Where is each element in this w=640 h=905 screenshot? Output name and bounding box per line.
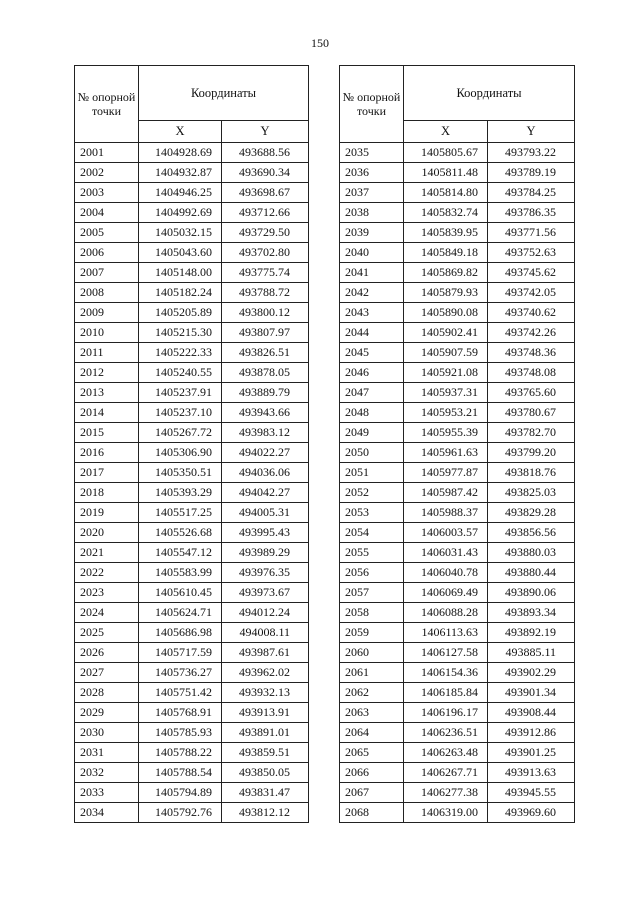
point-number-cell: 2032	[75, 763, 139, 783]
table-row	[75, 743, 309, 763]
x-coordinate-cell: 1405937.31	[404, 383, 488, 403]
table-row	[340, 543, 575, 563]
point-number-cell: 2021	[75, 543, 139, 563]
y-coordinate-cell: 493880.03	[488, 543, 575, 563]
point-number-cell: 2011	[75, 343, 139, 363]
x-coordinate-cell: 1406196.17	[404, 703, 488, 723]
x-coordinate-cell: 1406185.84	[404, 683, 488, 703]
header-point-number: № опорной точки	[75, 66, 139, 143]
y-coordinate-cell: 493973.67	[222, 583, 309, 603]
x-coordinate-cell: 1404928.69	[139, 143, 222, 163]
table-row	[340, 783, 575, 803]
point-number-cell: 2025	[75, 623, 139, 643]
x-coordinate-cell: 1406277.38	[404, 783, 488, 803]
x-coordinate-cell: 1405805.67	[404, 143, 488, 163]
x-coordinate-cell: 1406319.00	[404, 803, 488, 823]
y-coordinate-cell: 493712.66	[222, 203, 309, 223]
table-row	[75, 383, 309, 403]
table-row	[75, 723, 309, 743]
y-coordinate-cell: 494008.11	[222, 623, 309, 643]
x-coordinate-cell: 1405350.51	[139, 463, 222, 483]
point-number-cell: 2045	[340, 343, 404, 363]
point-number-cell: 2038	[340, 203, 404, 223]
table-row	[75, 163, 309, 183]
y-coordinate-cell: 493812.12	[222, 803, 309, 823]
point-number-cell: 2009	[75, 303, 139, 323]
x-coordinate-cell: 1405393.29	[139, 483, 222, 503]
table-row	[340, 243, 575, 263]
x-coordinate-cell: 1405237.10	[139, 403, 222, 423]
point-number-cell: 2046	[340, 363, 404, 383]
point-number-cell: 2055	[340, 543, 404, 563]
table-row	[340, 383, 575, 403]
point-number-cell: 2031	[75, 743, 139, 763]
y-coordinate-cell: 493891.01	[222, 723, 309, 743]
table-row	[75, 503, 309, 523]
y-coordinate-cell: 493748.36	[488, 343, 575, 363]
table-row	[75, 343, 309, 363]
y-coordinate-cell: 493702.80	[222, 243, 309, 263]
point-number-cell: 2054	[340, 523, 404, 543]
x-coordinate-cell: 1405624.71	[139, 603, 222, 623]
y-coordinate-cell: 493765.60	[488, 383, 575, 403]
y-coordinate-cell: 493889.79	[222, 383, 309, 403]
y-coordinate-cell: 493800.12	[222, 303, 309, 323]
table-row	[75, 583, 309, 603]
y-coordinate-cell: 493902.29	[488, 663, 575, 683]
table-row	[75, 483, 309, 503]
table-row	[340, 803, 575, 823]
table-row	[340, 683, 575, 703]
table-row	[340, 143, 575, 163]
x-coordinate-cell: 1405686.98	[139, 623, 222, 643]
x-coordinate-cell: 1406154.36	[404, 663, 488, 683]
y-coordinate-cell: 493782.70	[488, 423, 575, 443]
coordinates-table-left	[74, 65, 309, 823]
x-coordinate-cell: 1405907.59	[404, 343, 488, 363]
table-row	[340, 763, 575, 783]
x-coordinate-cell: 1405717.59	[139, 643, 222, 663]
header-y: Y	[488, 121, 575, 143]
x-coordinate-cell: 1404932.87	[139, 163, 222, 183]
x-coordinate-cell: 1405792.76	[139, 803, 222, 823]
y-coordinate-cell: 493908.44	[488, 703, 575, 723]
table-row	[340, 703, 575, 723]
table-row	[340, 623, 575, 643]
point-number-cell: 2036	[340, 163, 404, 183]
x-coordinate-cell: 1405839.95	[404, 223, 488, 243]
point-number-cell: 2042	[340, 283, 404, 303]
point-number-cell: 2063	[340, 703, 404, 723]
x-coordinate-cell: 1406127.58	[404, 643, 488, 663]
y-coordinate-cell: 493943.66	[222, 403, 309, 423]
y-coordinate-cell: 493789.19	[488, 163, 575, 183]
y-coordinate-cell: 493831.47	[222, 783, 309, 803]
table-row	[75, 683, 309, 703]
table-row	[75, 323, 309, 343]
y-coordinate-cell: 493826.51	[222, 343, 309, 363]
y-coordinate-cell: 493912.86	[488, 723, 575, 743]
table-row	[340, 743, 575, 763]
point-number-cell: 2033	[75, 783, 139, 803]
y-coordinate-cell: 494012.24	[222, 603, 309, 623]
y-coordinate-cell: 493962.02	[222, 663, 309, 683]
table-row	[340, 163, 575, 183]
point-number-cell: 2004	[75, 203, 139, 223]
table-row	[340, 283, 575, 303]
point-number-cell: 2061	[340, 663, 404, 683]
table-row	[75, 603, 309, 623]
x-coordinate-cell: 1406113.63	[404, 623, 488, 643]
x-coordinate-cell: 1405953.21	[404, 403, 488, 423]
point-number-cell: 2022	[75, 563, 139, 583]
point-number-cell: 2034	[75, 803, 139, 823]
y-coordinate-cell: 493892.19	[488, 623, 575, 643]
x-coordinate-cell: 1405832.74	[404, 203, 488, 223]
point-number-cell: 2060	[340, 643, 404, 663]
x-coordinate-cell: 1406003.57	[404, 523, 488, 543]
y-coordinate-cell: 493742.26	[488, 323, 575, 343]
point-number-cell: 2049	[340, 423, 404, 443]
y-coordinate-cell: 493913.63	[488, 763, 575, 783]
x-coordinate-cell: 1405788.22	[139, 743, 222, 763]
y-coordinate-cell: 493983.12	[222, 423, 309, 443]
y-coordinate-cell: 493859.51	[222, 743, 309, 763]
x-coordinate-cell: 1406263.48	[404, 743, 488, 763]
x-coordinate-cell: 1405902.41	[404, 323, 488, 343]
x-coordinate-cell: 1406031.43	[404, 543, 488, 563]
x-coordinate-cell: 1405148.00	[139, 263, 222, 283]
point-number-cell: 2066	[340, 763, 404, 783]
table-row	[75, 463, 309, 483]
x-coordinate-cell: 1405267.72	[139, 423, 222, 443]
table-row	[340, 523, 575, 543]
point-number-cell: 2062	[340, 683, 404, 703]
y-coordinate-cell: 494005.31	[222, 503, 309, 523]
x-coordinate-cell: 1405890.08	[404, 303, 488, 323]
point-number-cell: 2024	[75, 603, 139, 623]
y-coordinate-cell: 493752.63	[488, 243, 575, 263]
table-row	[75, 523, 309, 543]
point-number-cell: 2052	[340, 483, 404, 503]
x-coordinate-cell: 1406088.28	[404, 603, 488, 623]
point-number-cell: 2064	[340, 723, 404, 743]
x-coordinate-cell: 1405043.60	[139, 243, 222, 263]
x-coordinate-cell: 1406267.71	[404, 763, 488, 783]
table-row	[75, 183, 309, 203]
table-row	[75, 443, 309, 463]
y-coordinate-cell: 493688.56	[222, 143, 309, 163]
table-row	[340, 563, 575, 583]
x-coordinate-cell: 1406040.78	[404, 563, 488, 583]
x-coordinate-cell: 1404992.69	[139, 203, 222, 223]
header-coordinates: Координаты	[139, 66, 309, 121]
table-row	[340, 303, 575, 323]
x-coordinate-cell: 1405222.33	[139, 343, 222, 363]
x-coordinate-cell: 1406069.49	[404, 583, 488, 603]
y-coordinate-cell: 493799.20	[488, 443, 575, 463]
x-coordinate-cell: 1405237.91	[139, 383, 222, 403]
point-number-cell: 2056	[340, 563, 404, 583]
table-row	[340, 423, 575, 443]
x-coordinate-cell: 1405987.42	[404, 483, 488, 503]
y-coordinate-cell: 493793.22	[488, 143, 575, 163]
table-row	[75, 643, 309, 663]
point-number-cell: 2057	[340, 583, 404, 603]
point-number-cell: 2015	[75, 423, 139, 443]
y-coordinate-cell: 493742.05	[488, 283, 575, 303]
y-coordinate-cell: 493829.28	[488, 503, 575, 523]
point-number-cell: 2040	[340, 243, 404, 263]
table-row	[75, 783, 309, 803]
x-coordinate-cell: 1404946.25	[139, 183, 222, 203]
point-number-cell: 2039	[340, 223, 404, 243]
point-number-cell: 2035	[340, 143, 404, 163]
x-coordinate-cell: 1405736.27	[139, 663, 222, 683]
point-number-cell: 2050	[340, 443, 404, 463]
y-coordinate-cell: 493989.29	[222, 543, 309, 563]
x-coordinate-cell: 1405869.82	[404, 263, 488, 283]
y-coordinate-cell: 493932.13	[222, 683, 309, 703]
y-coordinate-cell: 493788.72	[222, 283, 309, 303]
x-coordinate-cell: 1405768.91	[139, 703, 222, 723]
point-number-cell: 2047	[340, 383, 404, 403]
point-number-cell: 2029	[75, 703, 139, 723]
y-coordinate-cell: 493786.35	[488, 203, 575, 223]
header-x: X	[404, 121, 488, 143]
y-coordinate-cell: 493748.08	[488, 363, 575, 383]
y-coordinate-cell: 493784.25	[488, 183, 575, 203]
y-coordinate-cell: 494042.27	[222, 483, 309, 503]
table-row	[340, 223, 575, 243]
point-number-cell: 2028	[75, 683, 139, 703]
point-number-cell: 2020	[75, 523, 139, 543]
table-row	[75, 243, 309, 263]
table-row	[340, 203, 575, 223]
y-coordinate-cell: 493690.34	[222, 163, 309, 183]
point-number-cell: 2068	[340, 803, 404, 823]
point-number-cell: 2058	[340, 603, 404, 623]
table-row	[75, 143, 309, 163]
point-number-cell: 2019	[75, 503, 139, 523]
x-coordinate-cell: 1405961.63	[404, 443, 488, 463]
table-row	[340, 263, 575, 283]
point-number-cell: 2001	[75, 143, 139, 163]
page-number: 150	[311, 36, 329, 50]
table-row	[75, 263, 309, 283]
y-coordinate-cell: 493771.56	[488, 223, 575, 243]
point-number-cell: 2030	[75, 723, 139, 743]
header-point-number: № опорной точки	[340, 66, 404, 143]
point-number-cell: 2059	[340, 623, 404, 643]
point-number-cell: 2067	[340, 783, 404, 803]
header-coordinates: Координаты	[404, 66, 575, 121]
table-row	[340, 603, 575, 623]
x-coordinate-cell: 1405517.25	[139, 503, 222, 523]
table-row	[75, 623, 309, 643]
table-row	[75, 543, 309, 563]
x-coordinate-cell: 1405988.37	[404, 503, 488, 523]
y-coordinate-cell: 494036.06	[222, 463, 309, 483]
table-row	[340, 483, 575, 503]
y-coordinate-cell: 493901.34	[488, 683, 575, 703]
x-coordinate-cell: 1405879.93	[404, 283, 488, 303]
y-coordinate-cell: 493885.11	[488, 643, 575, 663]
table-row	[75, 703, 309, 723]
x-coordinate-cell: 1405788.54	[139, 763, 222, 783]
y-coordinate-cell: 493987.61	[222, 643, 309, 663]
table-row	[75, 283, 309, 303]
y-coordinate-cell: 493945.55	[488, 783, 575, 803]
x-coordinate-cell: 1405215.30	[139, 323, 222, 343]
x-coordinate-cell: 1405814.80	[404, 183, 488, 203]
point-number-cell: 2037	[340, 183, 404, 203]
x-coordinate-cell: 1405526.68	[139, 523, 222, 543]
point-number-cell: 2005	[75, 223, 139, 243]
table-row	[340, 363, 575, 383]
y-coordinate-cell: 493913.91	[222, 703, 309, 723]
y-coordinate-cell: 493818.76	[488, 463, 575, 483]
x-coordinate-cell: 1405811.48	[404, 163, 488, 183]
y-coordinate-cell: 493780.67	[488, 403, 575, 423]
coordinates-table-right	[339, 65, 575, 823]
table-row	[75, 663, 309, 683]
point-number-cell: 2043	[340, 303, 404, 323]
y-coordinate-cell: 493745.62	[488, 263, 575, 283]
x-coordinate-cell: 1405610.45	[139, 583, 222, 603]
x-coordinate-cell: 1405306.90	[139, 443, 222, 463]
x-coordinate-cell: 1405977.87	[404, 463, 488, 483]
x-coordinate-cell: 1405032.15	[139, 223, 222, 243]
table-row	[75, 303, 309, 323]
table-row	[340, 643, 575, 663]
table-row	[340, 663, 575, 683]
y-coordinate-cell: 493698.67	[222, 183, 309, 203]
x-coordinate-cell: 1405794.89	[139, 783, 222, 803]
y-coordinate-cell: 493880.44	[488, 563, 575, 583]
y-coordinate-cell: 493856.56	[488, 523, 575, 543]
point-number-cell: 2026	[75, 643, 139, 663]
x-coordinate-cell: 1405751.42	[139, 683, 222, 703]
point-number-cell: 2006	[75, 243, 139, 263]
table-row	[75, 363, 309, 383]
table-row	[75, 223, 309, 243]
point-number-cell: 2003	[75, 183, 139, 203]
point-number-cell: 2053	[340, 503, 404, 523]
table-row	[340, 443, 575, 463]
header-y: Y	[222, 121, 309, 143]
table-row	[75, 423, 309, 443]
point-number-cell: 2008	[75, 283, 139, 303]
point-number-cell: 2010	[75, 323, 139, 343]
table-row	[340, 343, 575, 363]
table-row	[75, 203, 309, 223]
y-coordinate-cell: 493969.60	[488, 803, 575, 823]
table-row	[75, 763, 309, 783]
point-number-cell: 2012	[75, 363, 139, 383]
point-number-cell: 2016	[75, 443, 139, 463]
y-coordinate-cell: 493901.25	[488, 743, 575, 763]
point-number-cell: 2002	[75, 163, 139, 183]
x-coordinate-cell: 1405921.08	[404, 363, 488, 383]
table-row	[340, 463, 575, 483]
y-coordinate-cell: 493995.43	[222, 523, 309, 543]
x-coordinate-cell: 1405955.39	[404, 423, 488, 443]
point-number-cell: 2017	[75, 463, 139, 483]
point-number-cell: 2065	[340, 743, 404, 763]
point-number-cell: 2014	[75, 403, 139, 423]
point-number-cell: 2023	[75, 583, 139, 603]
table-row	[340, 183, 575, 203]
point-number-cell: 2044	[340, 323, 404, 343]
y-coordinate-cell: 493890.06	[488, 583, 575, 603]
point-number-cell: 2041	[340, 263, 404, 283]
y-coordinate-cell: 494022.27	[222, 443, 309, 463]
header-x: X	[139, 121, 222, 143]
point-number-cell: 2051	[340, 463, 404, 483]
x-coordinate-cell: 1405205.89	[139, 303, 222, 323]
x-coordinate-cell: 1405583.99	[139, 563, 222, 583]
x-coordinate-cell: 1405849.18	[404, 243, 488, 263]
y-coordinate-cell: 493740.62	[488, 303, 575, 323]
x-coordinate-cell: 1405182.24	[139, 283, 222, 303]
table-row	[75, 563, 309, 583]
y-coordinate-cell: 493729.50	[222, 223, 309, 243]
y-coordinate-cell: 493850.05	[222, 763, 309, 783]
y-coordinate-cell: 493825.03	[488, 483, 575, 503]
point-number-cell: 2018	[75, 483, 139, 503]
x-coordinate-cell: 1405240.55	[139, 363, 222, 383]
table-row	[340, 503, 575, 523]
table-row	[75, 403, 309, 423]
table-row	[340, 403, 575, 423]
point-number-cell: 2013	[75, 383, 139, 403]
y-coordinate-cell: 493807.97	[222, 323, 309, 343]
y-coordinate-cell: 493775.74	[222, 263, 309, 283]
table-row	[340, 583, 575, 603]
y-coordinate-cell: 493878.05	[222, 363, 309, 383]
x-coordinate-cell: 1406236.51	[404, 723, 488, 743]
point-number-cell: 2027	[75, 663, 139, 683]
point-number-cell: 2048	[340, 403, 404, 423]
x-coordinate-cell: 1405785.93	[139, 723, 222, 743]
y-coordinate-cell: 493893.34	[488, 603, 575, 623]
y-coordinate-cell: 493976.35	[222, 563, 309, 583]
table-row	[340, 723, 575, 743]
x-coordinate-cell: 1405547.12	[139, 543, 222, 563]
table-row	[340, 323, 575, 343]
point-number-cell: 2007	[75, 263, 139, 283]
table-row	[75, 803, 309, 823]
